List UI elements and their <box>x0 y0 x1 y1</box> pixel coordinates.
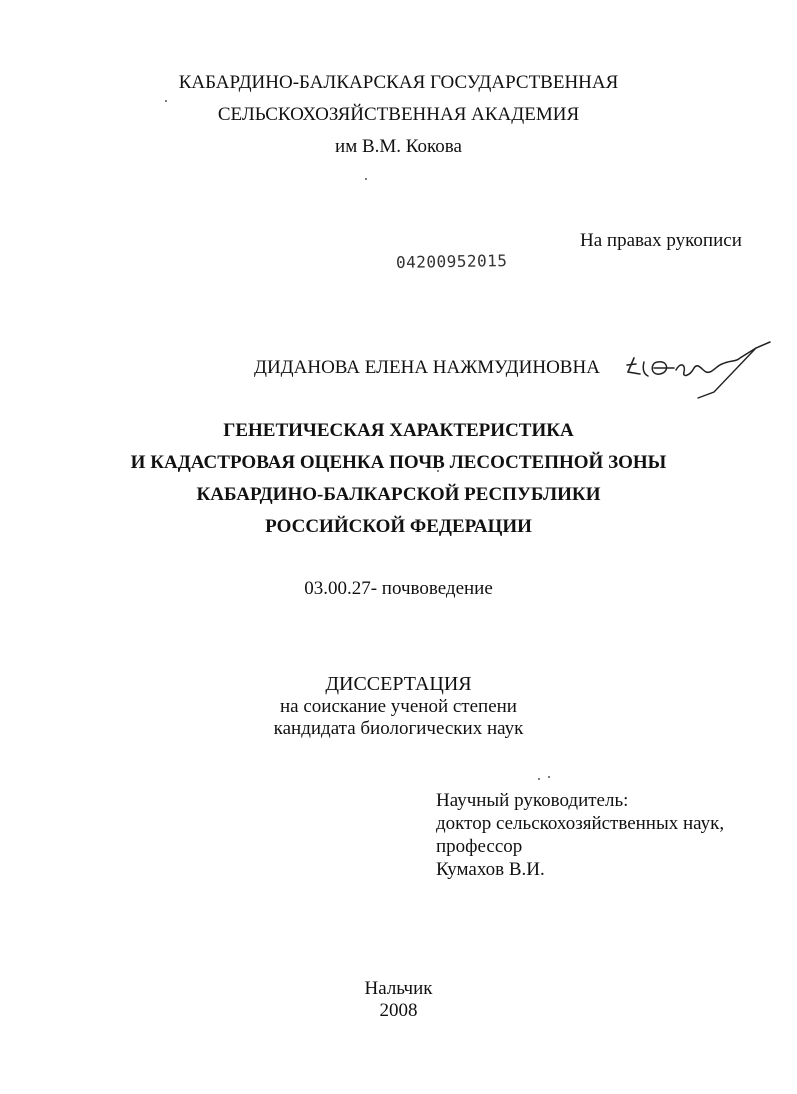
specialty-code: 03.00.27- почвоведение <box>304 578 493 599</box>
scan-speck <box>365 178 367 180</box>
title-line-1: ГЕНЕТИЧЕСКАЯ ХАРАКТЕРИСТИКА <box>223 420 574 441</box>
title-line-3: КАБАРДИНО-БАЛКАРСКОЙ РЕСПУБЛИКИ <box>196 484 601 505</box>
signature-icon <box>624 340 774 400</box>
work-type-line-1: на соискание ученой степени <box>280 696 517 717</box>
registration-stamp: 04200952015 <box>395 251 508 272</box>
supervisor-name: Кумахов В.И. <box>436 859 545 880</box>
named-after: им В.М. Кокова <box>335 136 462 157</box>
author-name: ДИДАНОВА ЕЛЕНА НАЖМУДИНОВНА <box>254 357 600 378</box>
supervisor-degree: доктор сельскохозяйственных наук, <box>436 813 725 834</box>
institution-line-1: КАБАРДИНО-БАЛКАРСКАЯ ГОСУДАРСТВЕННАЯ <box>178 72 619 93</box>
scan-speck <box>538 778 540 780</box>
supervisor-title: профессор <box>436 836 523 857</box>
rights-note: На правах рукописи <box>580 230 742 251</box>
supervisor-label: Научный руководитель: <box>436 790 629 811</box>
scan-speck <box>165 100 167 102</box>
scan-speck <box>548 776 550 778</box>
title-line-4: РОССИЙСКОЙ ФЕДЕРАЦИИ <box>265 516 532 537</box>
footer-year: 2008 <box>379 1000 418 1021</box>
work-type-line-2: кандидата биологических наук <box>273 718 524 739</box>
title-line-2: И КАДАСТРОВАЯ ОЦЕНКА ПОЧВ ЛЕСОСТЕПНОЙ ЗОНЫ <box>130 452 667 473</box>
work-type-label: ДИССЕРТАЦИЯ <box>325 673 472 695</box>
footer-city: Нальчик <box>364 978 433 999</box>
institution-line-2: СЕЛЬСКОХОЗЯЙСТВЕННАЯ АКАДЕМИЯ <box>217 104 580 125</box>
